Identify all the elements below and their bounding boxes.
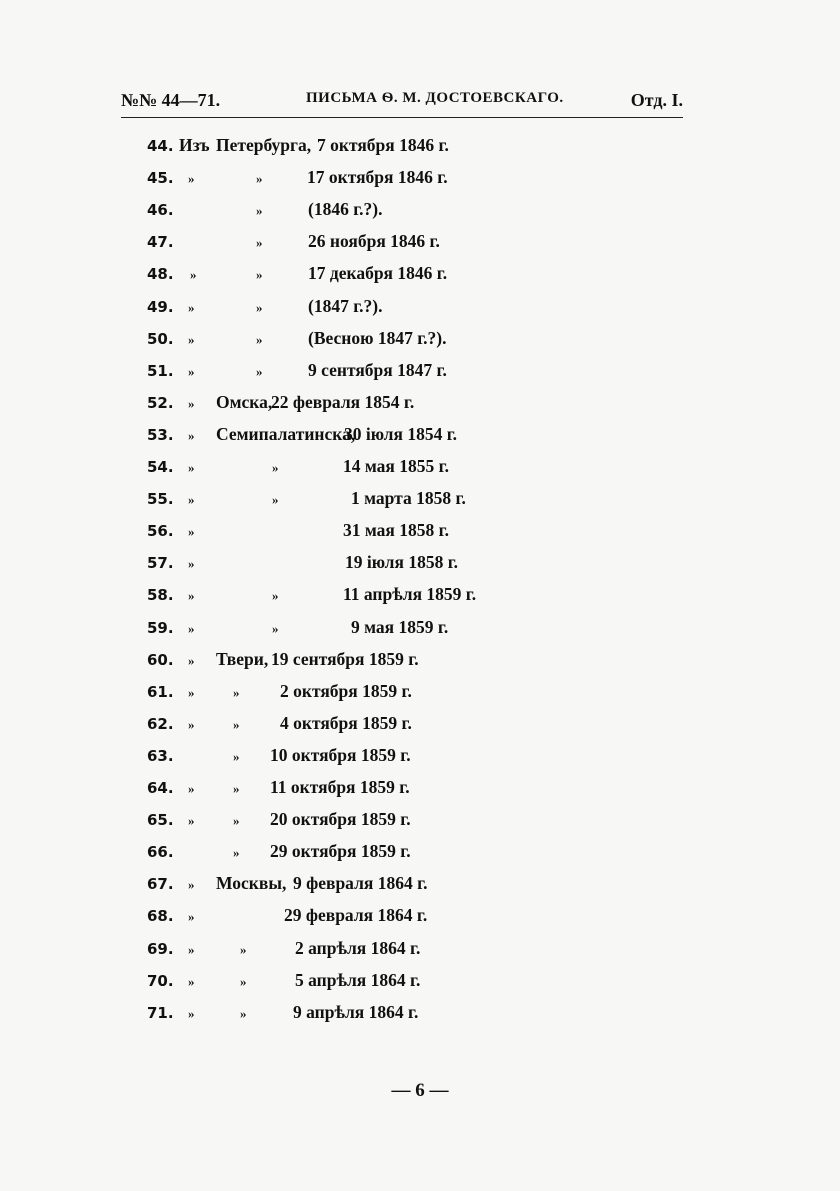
header-section: Отд. I. <box>630 90 683 110</box>
entry-from: » <box>188 684 195 700</box>
entry-place: » <box>256 363 263 379</box>
entry-number: 70. <box>147 971 174 990</box>
letter-entry <box>0 777 840 801</box>
letter-entry <box>0 296 840 320</box>
letter-entry <box>0 328 840 352</box>
entry-from: » <box>188 1005 195 1021</box>
letter-entry <box>0 745 840 769</box>
entry-from: » <box>188 941 195 957</box>
entry-place: Петербурга, <box>216 135 312 155</box>
entry-date: 5 апрѣля 1864 г. <box>295 969 421 990</box>
entry-date: 4 октября 1859 г. <box>280 712 412 733</box>
entry-date: 29 февраля 1864 г. <box>284 905 428 926</box>
letter-entry <box>0 649 840 673</box>
entry-date: 10 октября 1859 г. <box>270 744 411 765</box>
entry-place: Семипалатинска, <box>216 423 356 444</box>
entry-number: 65. <box>147 811 174 830</box>
entry-from: » <box>188 781 195 796</box>
letter-entry <box>0 841 840 865</box>
entry-date: 17 октября 1846 г. <box>307 167 448 188</box>
entry-date: 14 мая 1855 г. <box>343 456 449 476</box>
entry-date: 9 сентября 1847 г. <box>308 359 447 380</box>
letter-entry <box>0 938 840 962</box>
letter-entry <box>0 552 840 576</box>
entry-place: » <box>233 684 240 700</box>
entry-from: » <box>188 299 195 315</box>
entry-number: 66. <box>147 843 174 862</box>
entry-place: » <box>240 1005 247 1021</box>
entry-place: » <box>272 588 279 604</box>
entry-place: » <box>272 460 279 475</box>
entry-date: 11 октября 1859 г. <box>270 777 410 797</box>
letter-entry <box>0 1002 840 1026</box>
entry-date: 29 октября 1859 г. <box>270 841 411 862</box>
letter-entry <box>0 970 840 994</box>
entry-from: » <box>188 716 195 732</box>
entry-date: 2 апрѣля 1864 г. <box>295 937 421 958</box>
entry-from: » <box>188 492 195 508</box>
entry-number: 50. <box>147 329 174 348</box>
entry-number: 45. <box>147 169 174 188</box>
entry-from: » <box>188 588 195 604</box>
entry-from: » <box>188 460 195 475</box>
entry-date: 30 іюля 1854 г. <box>344 423 458 444</box>
entry-from: » <box>190 267 197 283</box>
letter-entry <box>0 488 840 512</box>
entry-date: 9 мая 1859 г. <box>351 616 449 637</box>
entry-date: 22 февраля 1854 г. <box>271 391 415 412</box>
running-header <box>121 90 683 114</box>
entry-number: 54. <box>147 458 174 476</box>
letter-entry <box>0 809 840 833</box>
entry-place: » <box>256 267 263 283</box>
letter-entry <box>0 520 840 544</box>
letter-entry <box>0 681 840 705</box>
entry-from: » <box>188 395 195 411</box>
header-letter-range: №№ 44—71. <box>121 90 221 110</box>
entry-number: 62. <box>147 714 174 733</box>
entry-place: » <box>233 845 240 861</box>
entry-number: 58. <box>147 586 174 605</box>
entry-date: 31 мая 1858 г. <box>343 520 449 541</box>
entry-number: 52. <box>147 393 174 412</box>
letter-entry <box>0 231 840 255</box>
entry-date: 1 марта 1858 г. <box>351 488 466 509</box>
entry-date: 9 апрѣля 1864 г. <box>293 1001 419 1022</box>
entry-place: » <box>240 973 247 989</box>
entry-number: 57. <box>147 554 174 573</box>
letter-entry <box>0 584 840 608</box>
letter-entry <box>0 456 840 480</box>
entry-from: » <box>188 427 195 443</box>
entry-from: » <box>188 652 195 668</box>
entry-place: » <box>240 941 247 957</box>
entry-place: Твери, <box>216 648 269 669</box>
entry-number: 63. <box>147 746 174 765</box>
entry-from: » <box>188 909 195 925</box>
entry-number: 48. <box>147 265 174 284</box>
entry-from: » <box>188 813 195 829</box>
entry-place: » <box>256 299 263 315</box>
entry-place: » <box>256 203 263 219</box>
entry-number: 53. <box>147 425 174 444</box>
letter-entry <box>0 905 840 929</box>
entry-from: » <box>188 524 195 540</box>
entry-date: (Весною 1847 г.?). <box>308 327 447 348</box>
entry-number: 46. <box>147 201 174 220</box>
entry-number: 55. <box>147 490 174 509</box>
entry-place: » <box>233 748 240 764</box>
entry-number: 60. <box>147 650 174 669</box>
entry-number: 71. <box>147 1003 174 1022</box>
entry-date: 20 октября 1859 г. <box>270 809 411 830</box>
entry-number: 44. <box>147 137 174 155</box>
entry-date: 17 декабря 1846 г. <box>308 263 448 284</box>
entry-date: 26 ноября 1846 г. <box>308 231 440 252</box>
entry-number: 68. <box>147 907 174 926</box>
entry-date: 19 сентября 1859 г. <box>271 648 419 669</box>
entry-place: » <box>233 781 240 796</box>
entry-date: (1846 г.?). <box>308 199 383 220</box>
entry-date: 2 октября 1859 г. <box>280 680 412 701</box>
entry-from: » <box>188 331 195 347</box>
entry-date: 19 іюля 1858 г. <box>345 552 459 573</box>
entry-number: 51. <box>147 361 174 380</box>
letter-entry <box>0 617 840 641</box>
entry-from: » <box>188 363 195 379</box>
entry-place: » <box>256 235 263 251</box>
letter-entry <box>0 199 840 223</box>
entry-number: 59. <box>147 618 174 637</box>
entry-place: » <box>272 620 279 636</box>
entry-place: » <box>272 492 279 508</box>
entry-place: » <box>233 716 240 732</box>
entry-number: 56. <box>147 522 174 541</box>
letter-entry <box>0 713 840 737</box>
entry-date: 7 октября 1846 г. <box>317 135 449 155</box>
letter-entry <box>0 873 840 897</box>
entry-place: Москвы, <box>216 873 287 894</box>
page-number: — 6 — <box>391 1080 449 1101</box>
entry-date: 11 апрѣля 1859 г. <box>343 584 477 605</box>
header-rule <box>121 117 683 118</box>
letter-entry <box>0 135 840 159</box>
letter-entry <box>0 392 840 416</box>
header-title: ПИСЬМА Ѳ. М. ДОСТОЕВСКАГО. <box>306 90 564 106</box>
entry-place: Омска, <box>216 391 273 412</box>
letter-entry <box>0 167 840 191</box>
entry-number: 61. <box>147 682 174 701</box>
entry-number: 47. <box>147 233 174 252</box>
entry-from: Изъ <box>179 135 210 155</box>
entry-place: » <box>256 171 263 187</box>
entry-number: 67. <box>147 875 174 894</box>
entry-from: » <box>188 877 195 893</box>
entry-date: 9 февраля 1864 г. <box>293 873 428 894</box>
entry-from: » <box>188 620 195 636</box>
letter-entry <box>0 360 840 384</box>
entry-from: » <box>188 973 195 989</box>
letter-entry <box>0 424 840 448</box>
entry-place: » <box>256 331 263 347</box>
entry-place: » <box>233 813 240 829</box>
entry-number: 69. <box>147 939 174 958</box>
entry-number: 49. <box>147 297 174 316</box>
entry-number: 64. <box>147 779 174 797</box>
letter-entry <box>0 263 840 287</box>
entry-from: » <box>188 171 195 187</box>
entry-date: (1847 г.?). <box>308 295 383 316</box>
entry-from: » <box>188 556 195 572</box>
